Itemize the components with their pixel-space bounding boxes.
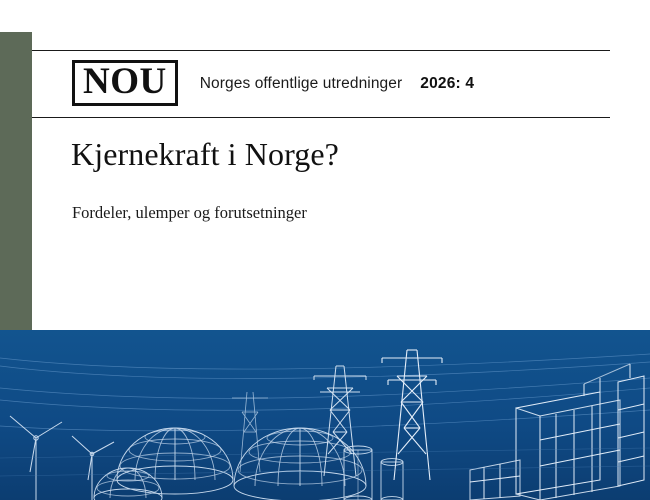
spine-color-bar: [0, 32, 32, 330]
cover-illustration: [0, 330, 650, 500]
masthead: [32, 50, 610, 118]
series-name: Norges offentlige utredninger: [199, 75, 403, 92]
top-margin: [0, 0, 650, 32]
page-title: Kjernekraft i Norge?: [71, 136, 339, 172]
right-white-margin: [610, 32, 650, 330]
page-subtitle: Fordeler, ulemper og forutsetninger: [72, 203, 307, 222]
nou-logo: NOU: [72, 60, 178, 105]
wireframe-graphic: [0, 330, 650, 500]
series-number: 2026: 4: [420, 75, 475, 92]
